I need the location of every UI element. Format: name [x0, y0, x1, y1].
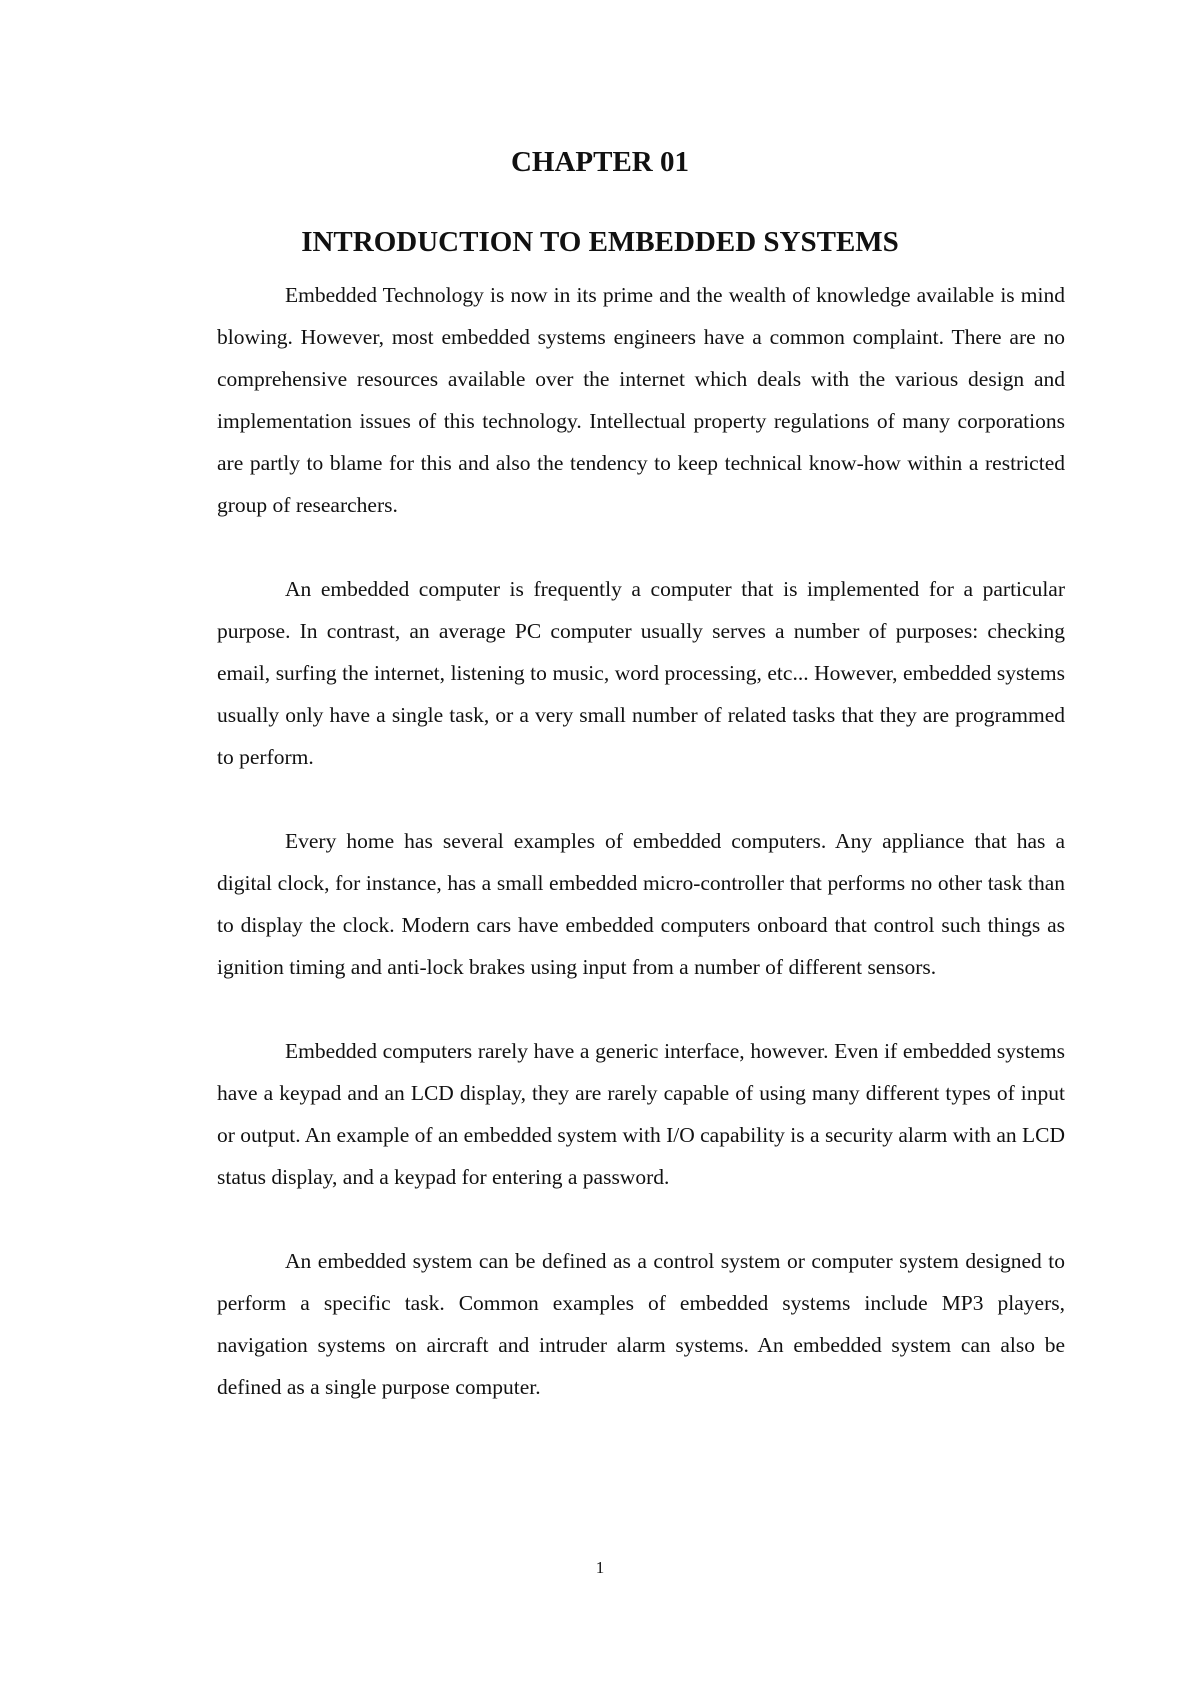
paragraph-1: Embedded Technology is now in its prime and the wealth of knowledge available is mind blowing. However, most embedded systems engineers have a common complaint. There are no comprehensive resources available over the internet which deals with the various design and implementation issues of this technology. Intellectual property regulations of many corporations are partly to blame for this and also the tendency to keep technical know-how within a restricted group of researchers.	[217, 283, 1065, 517]
chapter-label: CHAPTER 01	[510, 146, 690, 178]
chapter-title: INTRODUCTION TO EMBEDDED SYSTEMS	[301, 226, 899, 258]
document-body	[217, 274, 1065, 1408]
paragraph-3: Every home has several examples of embedded computers. Any appliance that has a digital clock, for instance, has a small embedded micro-controller that performs no other task than to display the clock. Modern cars have embedded computers onboard that control such things as ignition timing and anti-lock brakes using input from a number of different sensors.	[217, 829, 1065, 979]
page-number: 1	[595, 1558, 605, 1577]
paragraph-5: An embedded system can be defined as a control system or computer system designed to perform a specific task. Common examples of embedded systems include MP3 players, navigation systems on aircraft and intruder alarm systems. An embedded system can also be defined as a single purpose computer.	[217, 1249, 1065, 1399]
paragraph-2: An embedded computer is frequently a computer that is implemented for a particular purpose. In contrast, an average PC computer usually serves a number of purposes: checking email, surfing the internet, listening to music, word processing, etc... However, embedded systems usually only have a single task, or a very small number of related tasks that they are programmed to perform.	[217, 577, 1065, 769]
paragraph-4: Embedded computers rarely have a generic interface, however. Even if embedded systems have a keypad and an LCD display, they are rarely capable of using many different types of input or output. An example of an embedded system with I/O capability is a security alarm with an LCD status display, and a keypad for entering a password.	[217, 1039, 1065, 1189]
